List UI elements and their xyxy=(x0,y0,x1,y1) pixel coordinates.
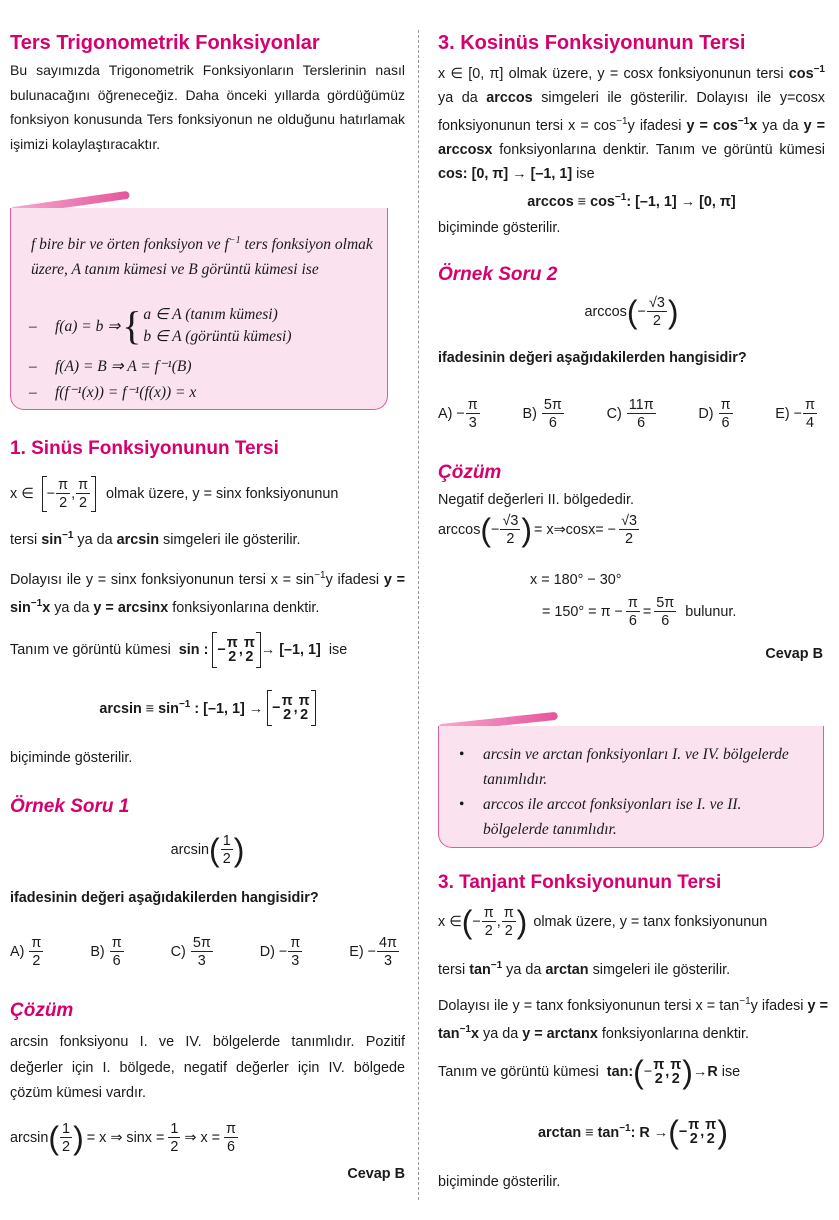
definition-bullet-3: – f(f⁻¹(x)) = f⁻¹(f(x)) = x xyxy=(29,384,197,401)
answer-e[interactable]: E) − $\frac{\pi}{4}$ xyxy=(775,397,815,432)
sinus-p5: biçiminde gösterilir. xyxy=(10,750,133,766)
answer-2-label: Cevap B xyxy=(765,646,823,662)
definition-text: f bire bir ve örten fonksiyon ve $f^{-1}$ ters fonksiyon olmak üzere, A tanım kümesi ve B görüntü kümesi ise xyxy=(31,235,373,279)
intro-paragraph: Bu sayımızda Trigonometrik Fonksiyonların Terslerinin nasıl bulunacağını öğreneceğiz. Daha önceki yıllarda gördüğümüz fonksiyon konusunda Ters fonksiyonun ne olduğunu hatırlamak işimizi kolaylaştıracaktır. xyxy=(10,62,405,152)
answer-b[interactable]: B) $\frac{5\pi}{6}$ xyxy=(522,397,562,432)
solution-1-title: Çözüm xyxy=(10,1000,74,1021)
example-2-expression: arccos ( − $\frac{√3}{2}$ ) xyxy=(584,294,679,331)
answer-b[interactable]: B) $\frac{\pi}{6}$ xyxy=(90,935,122,970)
tanjant-p4: Tanım ve görüntü kümesi tan: ( − π 2 , π 2 ) →R ise xyxy=(438,1054,741,1090)
solution-2-line-1: arccos ( − $\frac{√3}{2}$ ) = x⇒cosx= − $\frac{√3}{2}$ xyxy=(438,512,637,549)
example-1-question: ifadesinin değeri aşağıdakilerden hangisidir? xyxy=(10,890,319,906)
tanjant-domain-line: x ∈ ( − $\frac{\pi}{2}$ , $\frac{\pi}{2}$ ) olmak üzere, y = tanx fonksiyonunun xyxy=(438,904,768,941)
definition-box xyxy=(10,208,388,410)
arcsin-formula: $\arcsin \equiv \sin^{-1}$ : [–1, 1] → − π 2 , π 2 xyxy=(10,690,405,726)
section-sinus-title: 1. Sinüs Fonksiyonunun Tersi xyxy=(10,438,279,459)
solution-2-line-2: x = 180° − 30° xyxy=(530,572,622,588)
arctan-formula: $\arctan \equiv \tan^{-1}$: R → ( − π 2 , π 2 ) xyxy=(538,1114,728,1150)
tanjant-p2: tersi $\tan^{-1}$ ya da arctan simgeleri ile gösterilir. xyxy=(438,960,731,978)
answer-d[interactable]: D) $\frac{\pi}{6}$ xyxy=(698,397,731,432)
answer-c[interactable]: C) $\frac{5\pi}{3}$ xyxy=(170,935,211,970)
example-2-answers xyxy=(438,398,818,431)
kosinus-p1: x ∈ [0, π] olmak üzere, y = cosx fonksiyonunun tersi $\cos^{-1}$ ya da arccos simgeleri ile gösterilir. Dolayısı ile y=cosx fonksiyonunun tersi $x = \cos^{-1}y$ ifadesi $y = \cos^{-1}x$ ya da y = arccosx fonksiyonlarına denktir. Tanım ve görüntü kümesi cos: [0, π] → [–1, 1] ise xyxy=(438,64,826,183)
page-title: Ters Trigonometrik Fonksiyonlar xyxy=(10,32,320,54)
answer-c[interactable]: C) $\frac{11\pi}{6}$ xyxy=(606,397,654,432)
left-column xyxy=(10,0,405,1220)
example-1-expression: arcsin ( $\frac{1}{2}$ ) xyxy=(170,832,245,869)
answer-d[interactable]: D) − $\frac{\pi}{3}$ xyxy=(259,935,301,970)
info-box xyxy=(438,726,824,848)
right-column xyxy=(438,0,833,1220)
arccos-formula: $\arccos \equiv \cos^{-1}$: [–1, 1] → [0, π] xyxy=(527,192,736,210)
answer-1-label: Cevap B xyxy=(347,1166,405,1182)
example-2-question: ifadesinin değeri aşağıdakilerden hangisidir? xyxy=(438,350,747,366)
section-kosinus-title: 3. Kosinüs Fonksiyonunun Tersi xyxy=(438,32,746,54)
tanjant-p5: biçiminde gösterilir. xyxy=(438,1174,561,1190)
example-1-answers xyxy=(10,936,400,969)
info-bullet-2: • arccos ile arccot fonksiyonları ise I. ve II. bölgelerde tanımlıdır. xyxy=(459,796,742,838)
kosinus-p2: biçiminde gösterilir. xyxy=(438,220,561,236)
sinus-p3: Dolayısı ile y = sinx fonksiyonunun tersi $x = \sin^{-1}y$ ifadesi $y = \sin^{-1}x$ ya da y = arcsinx fonksiyonlarına denktir. xyxy=(10,570,406,616)
column-divider xyxy=(418,30,419,1200)
sinus-p2: tersi $\sin^{-1}$ ya da arcsin simgeleri ile gösterilir. xyxy=(10,530,301,548)
solution-1-text: arcsin fonksiyonu I. ve IV. bölgelerde tanımlıdır. Pozitif değerler için I. bölgede, negatif değerler için IV. bölgede çözüm kümesi vardır. xyxy=(10,1034,405,1101)
solution-2-title: Çözüm xyxy=(438,462,502,483)
section-tanjant-title: 3. Tanjant Fonksiyonunun Tersi xyxy=(438,872,722,893)
solution-2-text: Negatif değerleri II. bölgededir. xyxy=(438,492,634,508)
example-1-title: Örnek Soru 1 xyxy=(10,796,130,817)
definition-bullet-2: – f(A) = B ⇒ A = f⁻¹(B) xyxy=(29,358,192,375)
info-bullet-1: • arcsin ve arctan fonksiyonları I. ve IV. bölgelerde tanımlıdır. xyxy=(459,746,789,788)
answer-a[interactable]: A) $\frac{\pi}{2}$ xyxy=(10,935,42,970)
sinus-domain-line: x ∈ − $\frac{\pi}{2}$ , $\frac{\pi}{2}$ olmak üzere, y = sinx fonksiyonunun xyxy=(10,476,339,511)
tanjant-p3: Dolayısı ile y = tanx fonksiyonunun tersi $x = \tan^{-1}y$ ifadesi $y = \tan^{-1}x$ ya da y = arctanx fonksiyonlarına denktir. xyxy=(438,996,829,1042)
answer-e[interactable]: E) − $\frac{4\pi}{3}$ xyxy=(349,935,397,970)
sinus-p4: Tanım ve görüntü kümesi sin : − π 2 , π 2 → [–1, 1] ise xyxy=(10,632,405,668)
example-2-title: Örnek Soru 2 xyxy=(438,264,558,285)
solution-1-calc: arcsin ( $\frac{1}{2}$ ) = x ⇒ sinx = $\frac{1}{2}$ ⇒ x = $\frac{\pi}{6}$ xyxy=(10,1120,236,1157)
answer-a[interactable]: A) − $\frac{\pi}{3}$ xyxy=(438,397,478,432)
solution-2-line-3: = 150° = π − $\frac{\pi}{6}$ = $\frac{5\pi}{6}$ bulunur. xyxy=(542,595,737,630)
definition-bullet-1: – f(a) = b ⇒ { a ∈ A (tanım kümesi) b ∈ A (görüntü kümesi) xyxy=(29,303,292,348)
